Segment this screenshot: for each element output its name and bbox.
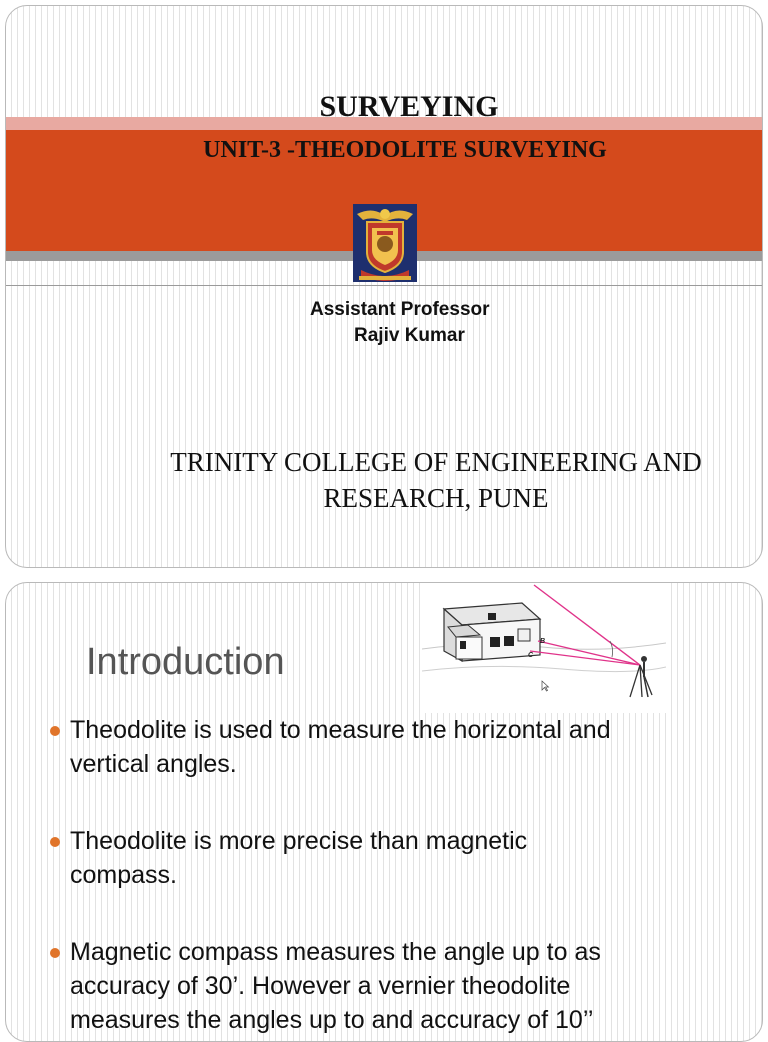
bullet-text-line: Theodolite is more precise than magnetic — [70, 827, 528, 855]
college-line-1: TRINITY COLLEGE OF ENGINEERING AND — [170, 447, 702, 477]
bullet-dot-icon — [50, 837, 60, 847]
divider-line — [5, 285, 763, 286]
bullet-text-line: accuracy of 30’. However a vernier theodolite — [70, 972, 571, 1000]
list-item — [42, 935, 742, 1037]
author-role: Assistant Professor — [310, 299, 490, 320]
bullet-list — [42, 713, 742, 1042]
college-name — [126, 444, 746, 516]
slide-title: SURVEYING — [319, 90, 499, 123]
slide-subtitle: UNIT-3 -THEODOLITE SURVEYING — [203, 137, 607, 163]
bullet-text-line: vertical angles. — [70, 750, 237, 778]
bullet-text-line: measures the angles up to and accuracy of 10’’ — [70, 1006, 594, 1034]
list-item — [42, 713, 742, 781]
introduction-slide — [5, 578, 763, 1042]
author-block — [310, 297, 490, 349]
college-line-2: RESEARCH, PUNE — [323, 483, 549, 513]
point-c-label: C — [528, 652, 534, 659]
bullet-text-line: Theodolite is used to measure the horizontal and — [70, 716, 611, 744]
author-name: Rajiv Kumar — [354, 325, 465, 346]
slide-heading: Introduction — [86, 641, 285, 683]
house-theodolite-diagram-icon — [422, 578, 666, 713]
list-item — [42, 824, 742, 892]
point-b-label: B — [540, 638, 546, 645]
college-emblem-icon — [353, 204, 417, 282]
bullet-text-line: Magnetic compass measures the angle up to as — [70, 938, 601, 966]
title-slide — [5, 5, 763, 568]
bullet-dot-icon — [50, 726, 60, 736]
point-a-label: A — [530, 578, 536, 585]
bullet-dot-icon — [50, 948, 60, 958]
bullet-text-line: compass. — [70, 861, 177, 889]
